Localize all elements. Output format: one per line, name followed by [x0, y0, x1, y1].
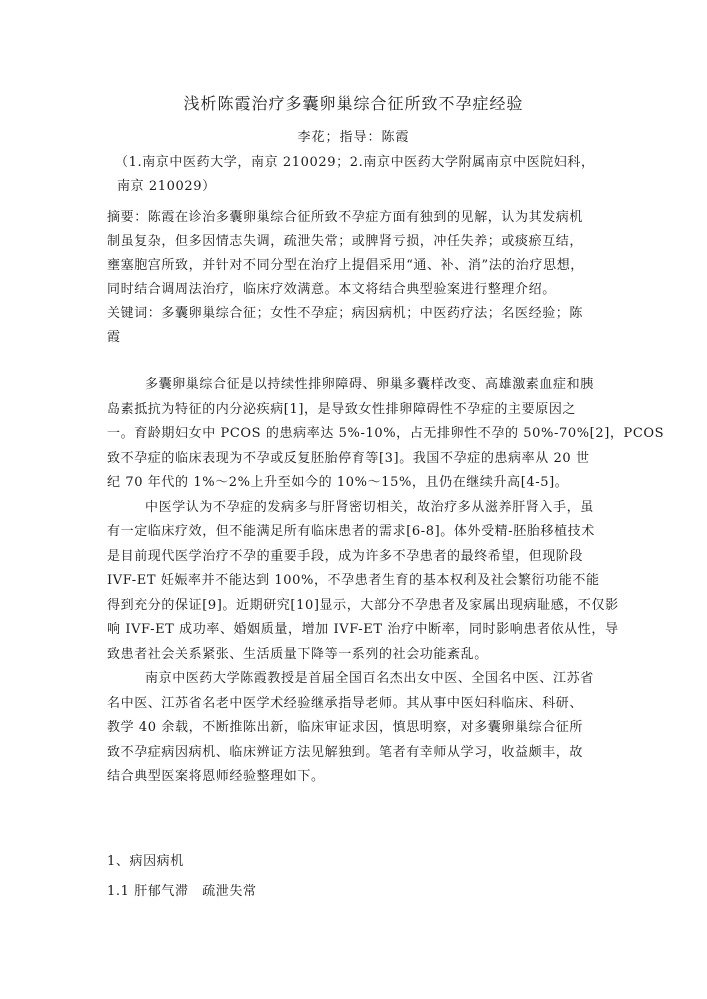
- paragraph-line: 多囊卵巢综合征是以持续性排卵障碍、卵巢多囊样改变、高雄激素血症和胰: [145, 377, 594, 392]
- abstract-line: 摘要：陈霞在诊治多囊卵巢综合征所致不孕症方面有独到的见解，认为其发病机: [107, 210, 584, 225]
- paragraph-line: 有一定临床疗效，但不能满足所有临床患者的需求[6-8]。体外受精-胚胎移植技术: [107, 524, 595, 539]
- paragraph-line: 是目前现代医学治疗不孕的重要手段，成为许多不孕患者的最终希望，但现阶段: [107, 548, 584, 564]
- paragraph-line: 纪 70 年代的 1%～2%上升至如今的 10%～15%，且仍在继续升高[4-5]。: [107, 475, 569, 490]
- abstract-line: 制虽复杂，但多因情志失调，疏泄失常；或脾肾亏损，冲任失养；或痰瘀互结，: [107, 234, 584, 249]
- paragraph-line: 致不孕症病因病机、临床辨证方法见解独到。笔者有幸师从学习，收益颇丰，故: [107, 744, 584, 760]
- paragraph-line: 南京中医药大学陈霞教授是首届全国百名杰出女中医、全国名中医、江苏省: [145, 671, 594, 686]
- abstract-block: [107, 206, 607, 350]
- paragraph-line: 中医学认为不孕症的发病多与肝肾密切相关，故治疗多从滋养肝肾入手，虽: [145, 499, 594, 515]
- paragraph-line: 响 IVF-ET 成功率、婚姻质量，增加 IVF-ET 治疗中断率，同时影响患者依从性，导: [107, 622, 619, 637]
- paragraph-line: 致患者社会关系紧张、生活质量下降等一系列的社会功能紊乱。: [107, 646, 488, 662]
- subsection-heading: 1.1 肝郁气滞 疏泄失常: [107, 884, 257, 899]
- paragraph-line: 教学 40 余载，不断推陈出新，临床审证求因，慎思明察，对多囊卵巢综合征所: [107, 720, 584, 735]
- paragraph-line: 名中医、江苏省名老中医学术经验继承指导老师。其从事中医妇科临床、科研、: [107, 695, 584, 711]
- author-line: 李花；指导：陈霞: [297, 130, 410, 145]
- keywords-line: 关键词：多囊卵巢综合征；女性不孕症；病因病机；中医药疗法；名医经验；陈: [107, 306, 584, 321]
- abstract-line: 壅塞胞宫所致，并针对不同分型在治疗上提倡采用“通、补、消”法的治疗思想，: [107, 258, 584, 273]
- paragraph-1: [107, 373, 665, 496]
- body-text: [107, 373, 665, 790]
- paragraph-3: [107, 667, 607, 790]
- paragraph-2: [107, 496, 619, 668]
- keywords-line: 霞: [107, 330, 121, 345]
- abstract-line: 同时结合调周法治疗，临床疗效满意。本文将结合典型验案进行整理介绍。: [107, 282, 556, 297]
- paragraph-line: 得到充分的保证[9]。近期研究[10]显示，大部分不孕患者及家属出现病耻感，不仅影: [107, 597, 619, 613]
- paragraph-line: 岛素抵抗为特征的内分泌疾病[1]，是导致女性排卵障碍性不孕症的主要原因之: [107, 401, 577, 417]
- paragraph-line: 一。育龄期妇女中 PCOS 的患病率达 5%-10%，占无排卵性不孕的 50%-70%[2]，PCOS: [107, 426, 665, 441]
- affiliation-line: （1.南京中医药大学，南京 210029；2.南京中医药大学附属南京中医院妇科，: [115, 155, 595, 170]
- affiliation-block: [107, 151, 607, 199]
- paragraph-line: 结合典型医案将恩师经验整理如下。: [107, 769, 325, 784]
- paragraph-line: 致不孕症的临床表现为不孕或反复胚胎停育等[3]。我国不孕症的患病率从 20 世: [107, 450, 590, 466]
- paragraph-line: IVF-ET 妊娠率并不能达到 100%，不孕患者生育的基本权利及社会繁衍功能不能: [107, 573, 600, 588]
- paper-title: 浅析陈霞治疗多囊卵巢综合征所致不孕症经验: [183, 94, 524, 113]
- section-heading: 1、病因病机: [107, 854, 184, 869]
- affiliation-line: 南京 210029）: [117, 179, 216, 194]
